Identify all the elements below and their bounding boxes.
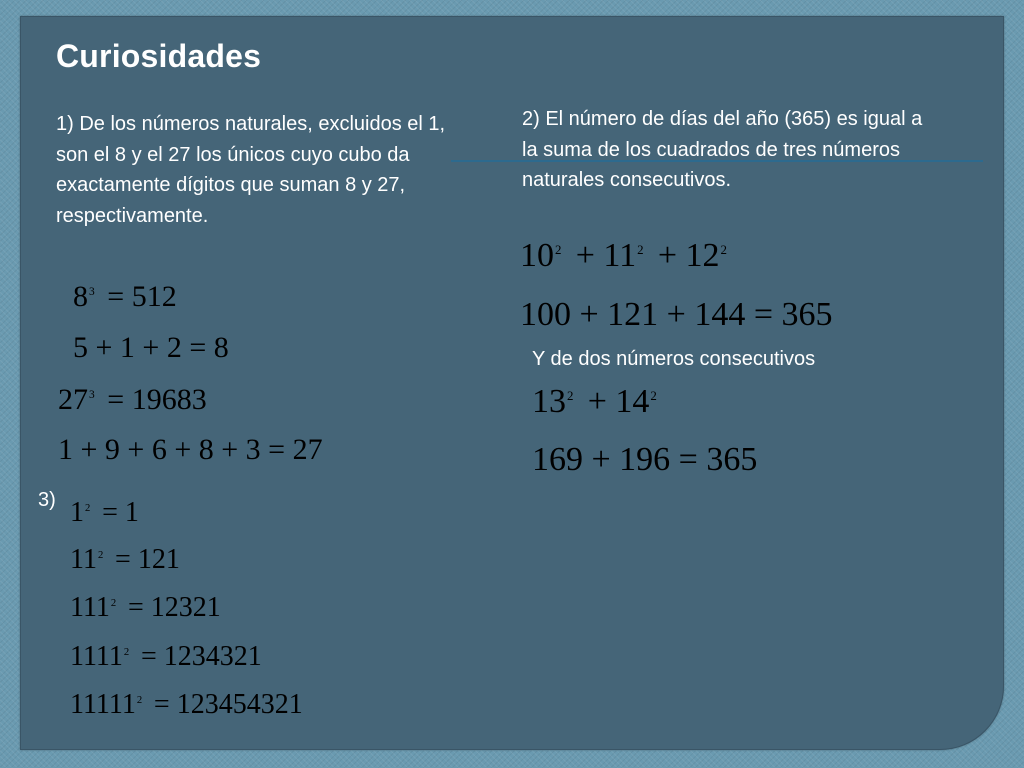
formula-8-cubed: $8^3 = 512$ xyxy=(73,280,177,313)
section-1-text: 1) De los números naturales, excluidos el 1, son el 8 y el 27 los únicos cuyo cubo da exactamente dígitos que suman 8 y 27, respectivamente. xyxy=(56,113,446,227)
formula-three-squares-result: 100 + 121 + 144 = 365 xyxy=(520,296,833,333)
formula-two-squares-result: 169 + 196 = 365 xyxy=(532,441,758,478)
formula-digit-sum-8: 5 + 1 + 2 = 8 xyxy=(73,331,229,364)
formula-repunit-square: $1111^2 = 1234321$ xyxy=(70,641,262,672)
formula-repunit-square: $11^2 = 121$ xyxy=(70,544,180,575)
section-2-subtext: Y de dos números consecutivos xyxy=(532,348,816,370)
formula-27-cubed: $27^3 = 19683$ xyxy=(58,383,207,416)
section-3-label: 3) xyxy=(38,489,56,511)
section-2-text: 2) El número de días del año (365) es igual a la suma de los cuadrados de tres números naturales consecutivos. xyxy=(522,108,923,191)
formula-repunit-square: $11111^2 = 123454321$ xyxy=(70,689,303,720)
formula-digit-sum-27: 1 + 9 + 6 + 8 + 3 = 27 xyxy=(58,433,323,466)
formula-sum-of-two-squares: $13^2 + 14^2$ xyxy=(532,383,657,420)
formula-repunit-square: $1^2 = 1$ xyxy=(70,497,139,528)
formula-sum-of-three-squares: $10^2 + 11^2 + 12^2$ xyxy=(520,237,727,274)
slide xyxy=(20,16,1004,750)
formula-repunit-square: $111^2 = 12321$ xyxy=(70,592,221,623)
slide-title: Curiosidades xyxy=(56,38,262,74)
